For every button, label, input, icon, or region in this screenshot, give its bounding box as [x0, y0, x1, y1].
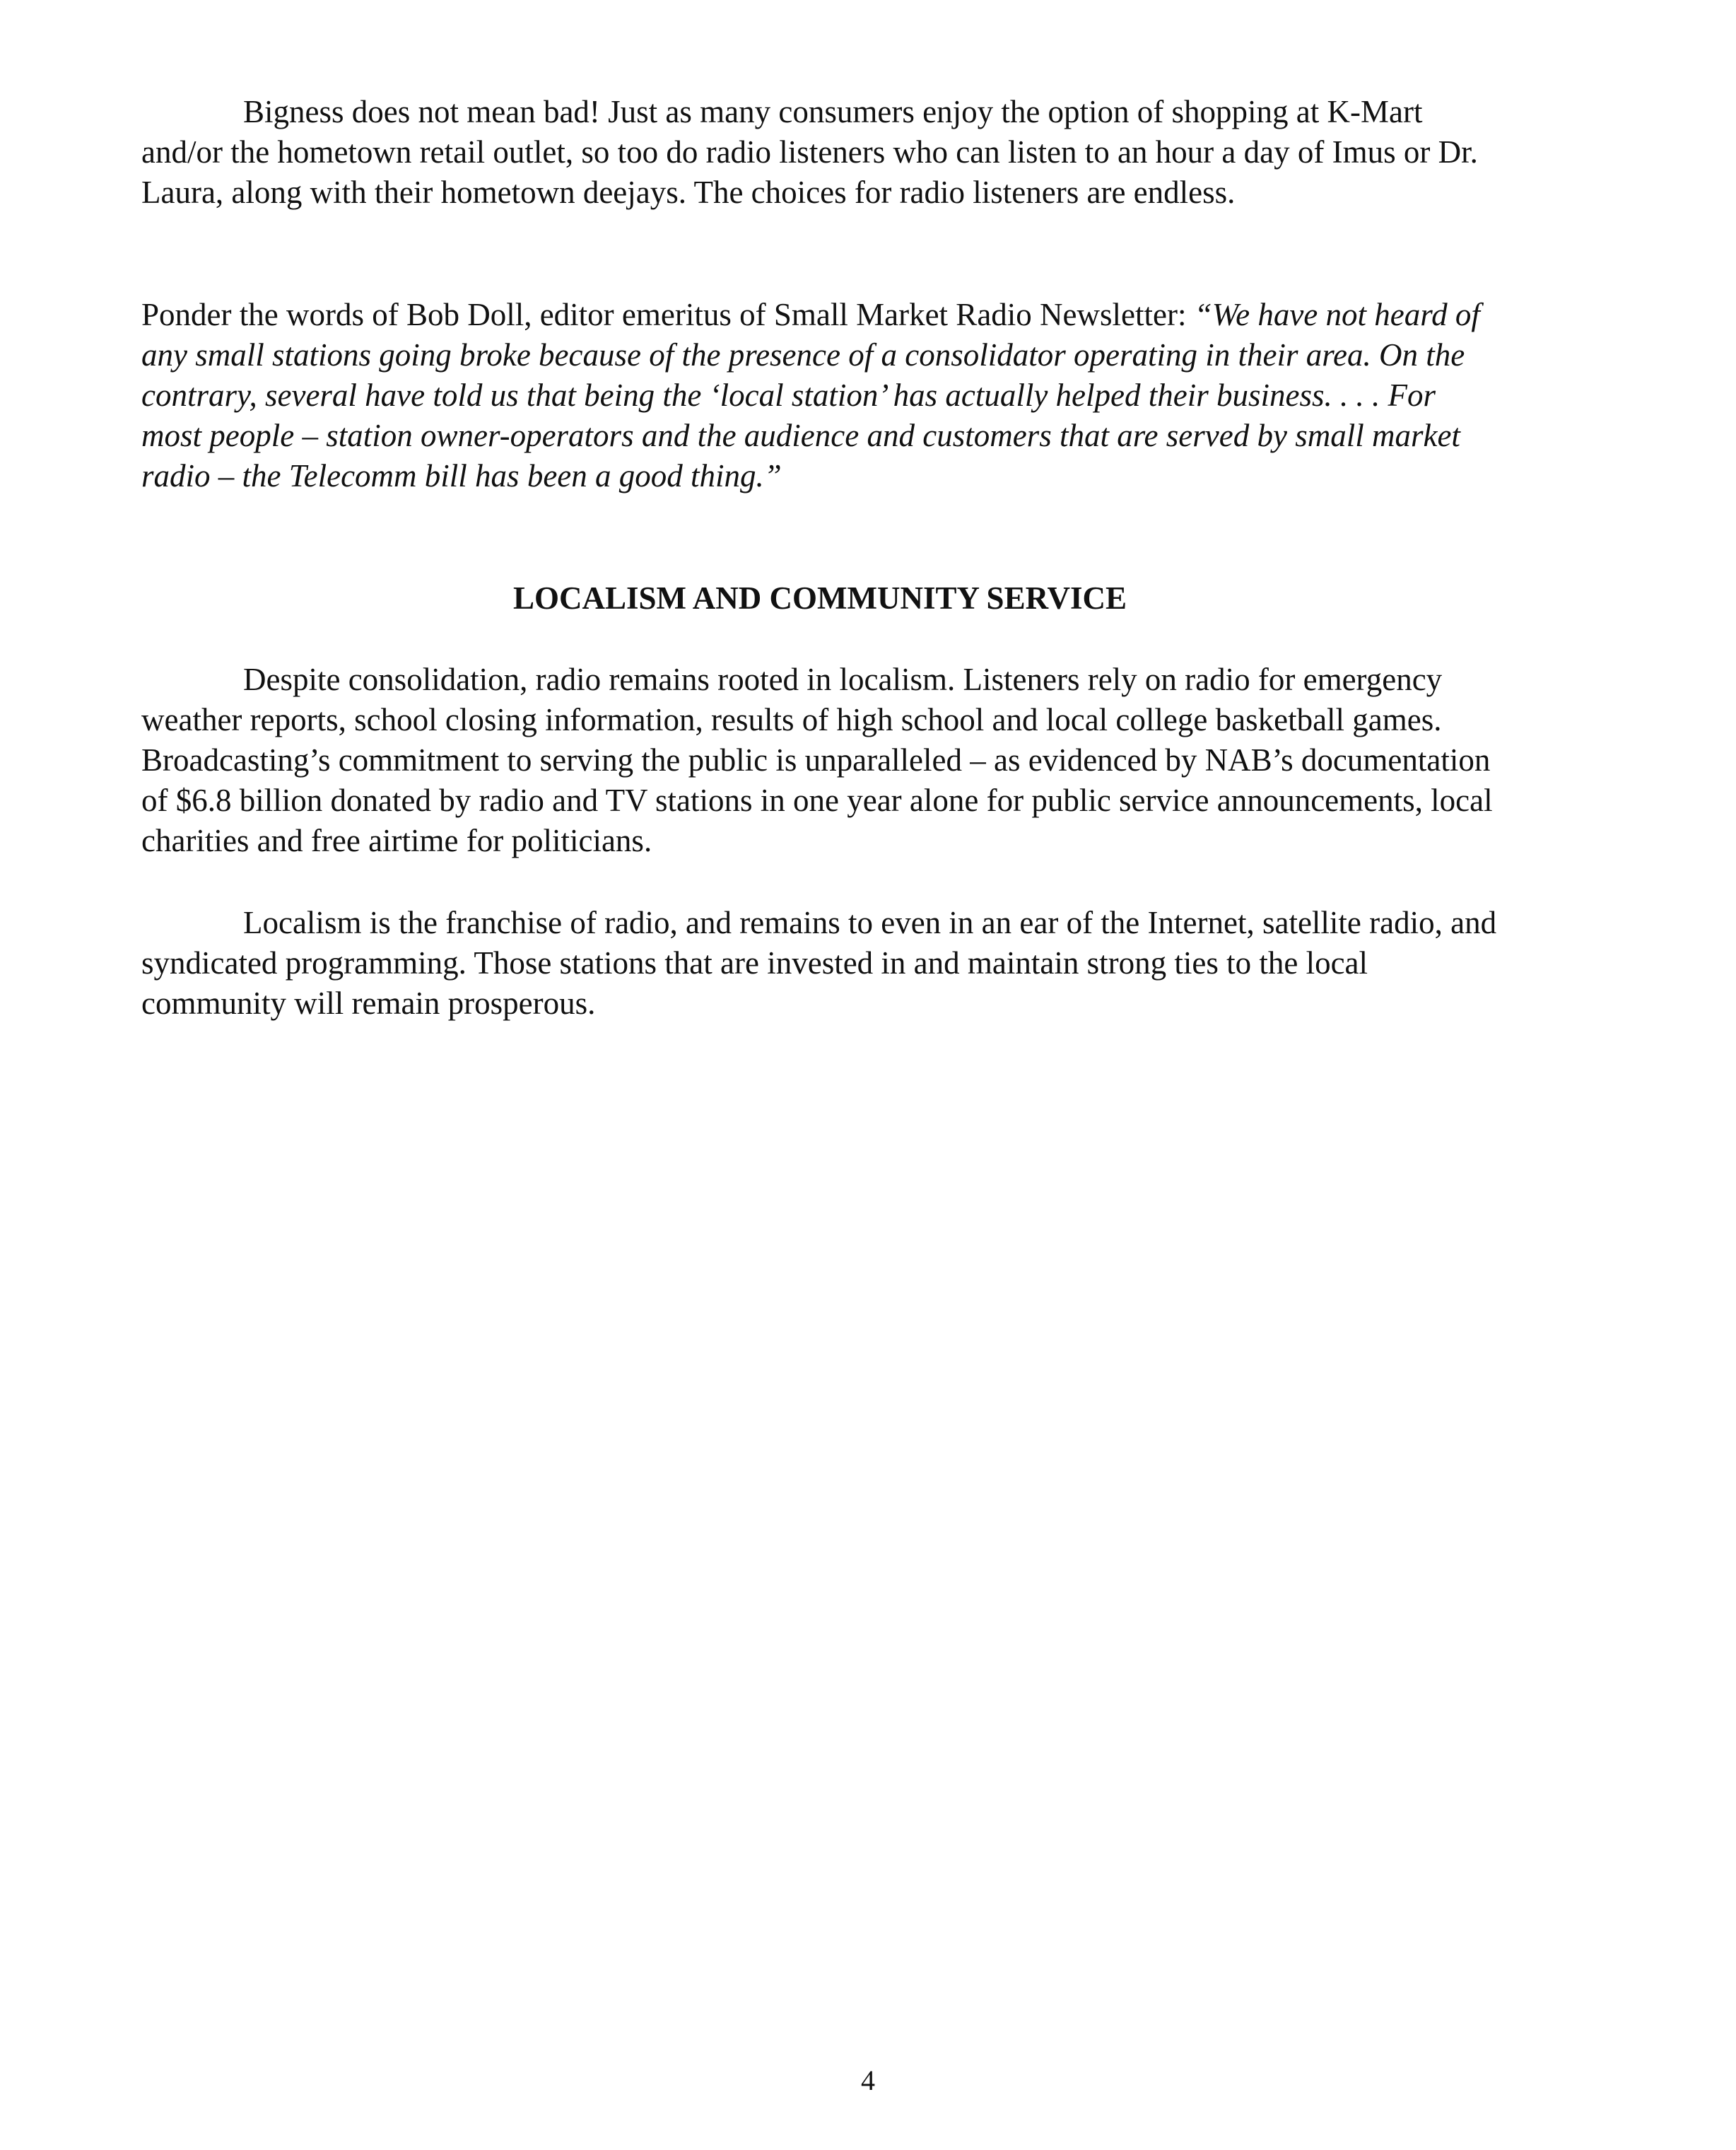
quote-lead-text: Ponder the words of Bob Doll, editor emeritus of Small Market Radio Newsletter: [141, 297, 1195, 332]
page-number: 4 [861, 2064, 875, 2096]
paragraph-consolidation: Despite consolidation, radio remains rooted in localism. Listeners rely on radio for emergency weather reports, school closing information, results of high school and local college basketball games. Broadcasting’s commitment to serving the public is unparalleled – as evidenced by NAB’s documentation of $6.8 billion donated by radio and TV stations in one year alone for public service announcements, local charities and free airtime for politicians. [141, 662, 1493, 858]
paragraph-localism-franchise: Localism is the franchise of radio, and remains to even in an ear of the Internet, satellite radio, and syndicated programming. Those stations that are invested in and maintain strong ties to the local community will remain prosperous. [141, 905, 1497, 1021]
section-heading: LOCALISM AND COMMUNITY SERVICE [512, 580, 1127, 616]
paragraph-bigness: Bigness does not mean bad! Just as many consumers enjoy the option of shopping at K-Mart and/or the hometown retail outlet, so too do radio listeners who can listen to an hour a day of Imus or Dr. Laura, along with their hometown deejays. The choices for radio listeners are endless. [141, 94, 1478, 210]
quote-text: “We have not heard of any small stations going broke because of the presence of a consolidator operating in their area. On the contrary, several have told us that being the ‘local station’ has actually helped their business. . . . For most people – station owner-operators and the audience and customers that are served by small market radio – the Telecomm bill has been a good thing.” [141, 297, 1480, 493]
paragraph-bob-doll-quote [141, 295, 1499, 496]
